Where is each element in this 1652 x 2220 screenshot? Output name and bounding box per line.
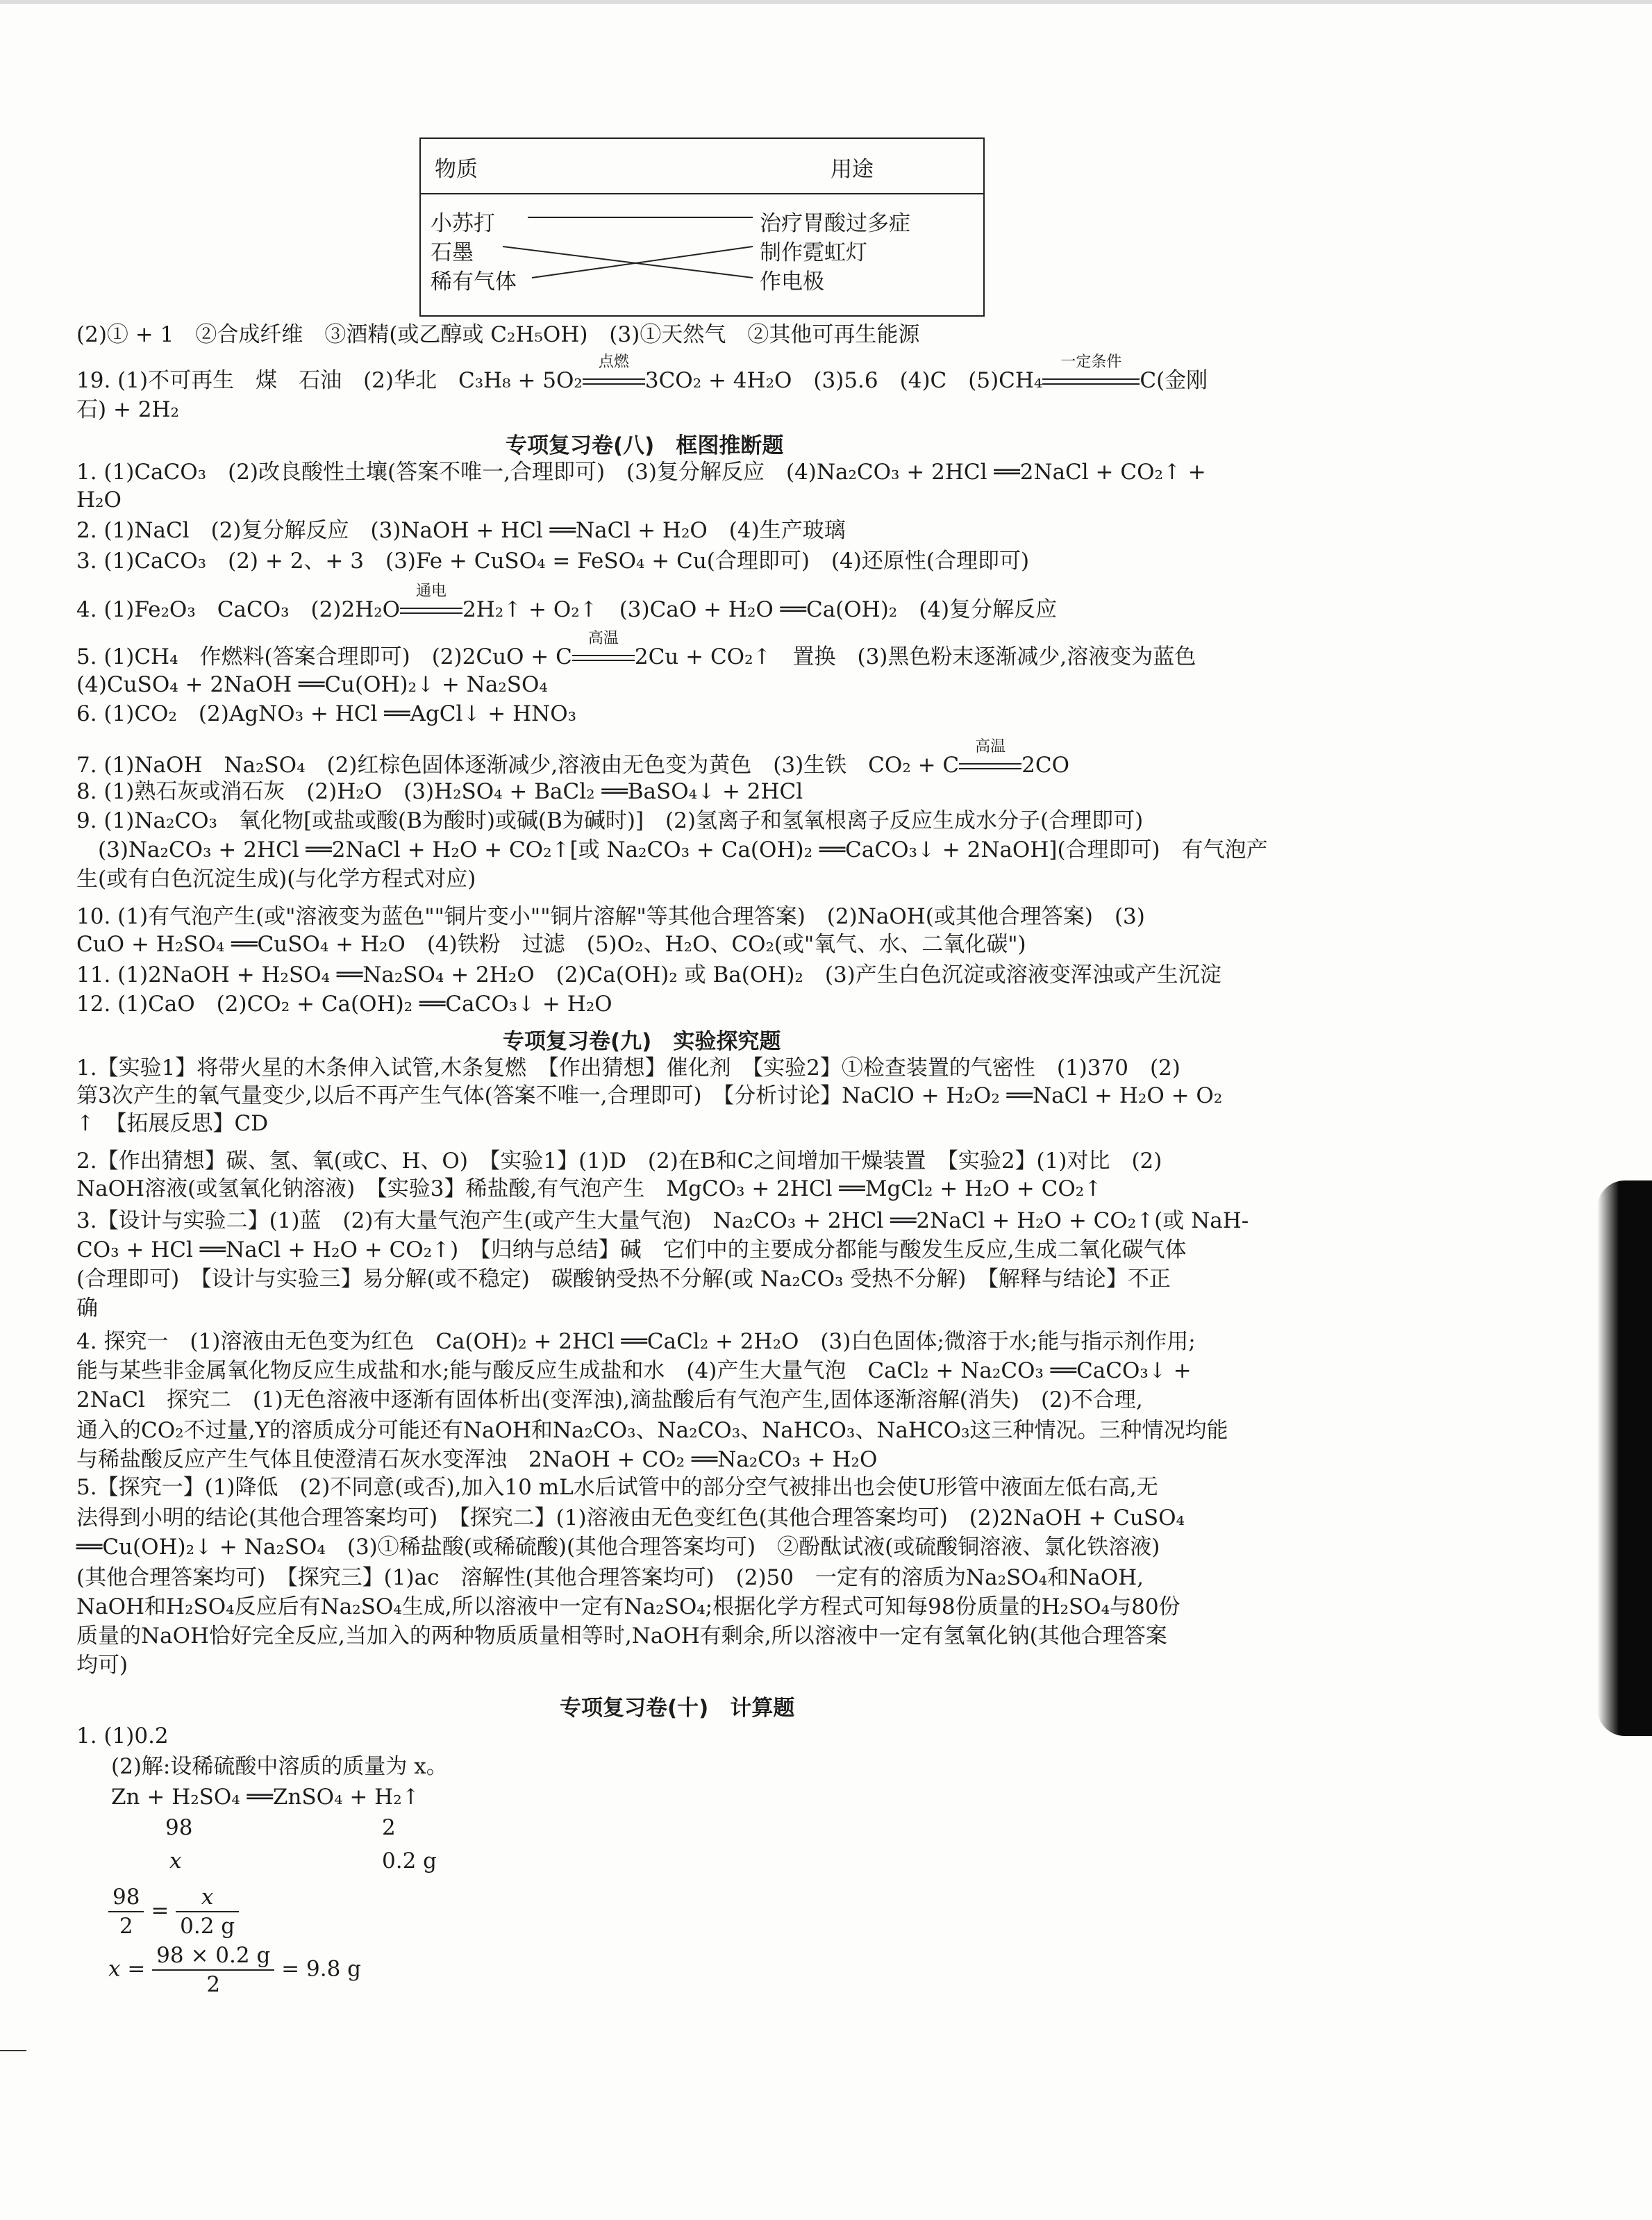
s8-q7-b: 2CO <box>1021 753 1070 778</box>
s9-line: ↑ 【拓展反思】CD <box>76 1111 269 1136</box>
s10-equation: Zn + H₂SO₄ ══ZnSO₄ + H₂↑ <box>111 1785 420 1810</box>
numerator: 98 × 0.2 g <box>152 1942 274 1971</box>
s8-line: CuO + H₂SO₄ ══CuSO₄ + H₂O (4)铁粉 过滤 (5)O₂、H₂O、CO₂(或"氧气、水、二氧化碳") <box>76 932 1026 957</box>
numerator: x <box>176 1883 239 1912</box>
fraction <box>108 1883 144 1940</box>
s10-mass: 2 <box>382 1815 396 1840</box>
right-item: 作电极 <box>760 269 824 294</box>
equals: = <box>151 1898 169 1923</box>
left-item: 稀有气体 <box>431 269 517 294</box>
fraction <box>152 1942 274 1998</box>
s8-q4-b: 2H₂↑ + O₂↑ (3)CaO + H₂O ══Ca(OH)₂ (4)复分解反应 <box>462 597 1058 622</box>
s10-unknown: x <box>169 1848 182 1873</box>
condition-label: 高温 <box>587 630 619 647</box>
s9-line: 确 <box>76 1296 98 1321</box>
s8-line: 9. (1)Na₂CO₃ 氧化物[或盐或酸(B为酸时)或碱(B为碱时)] (2)氢离子和氢氧根离子反应生成水分子(合理即可) <box>76 808 1144 833</box>
s9-line: NaOH溶液(或氢氧化钠溶液) 【实验3】稀盐酸,有气泡产生 MgCO₃ + 2HCl ══MgCl₂ + H₂O + CO₂↑ <box>76 1176 1103 1201</box>
s9-line: 能与某些非金属氧化物反应生成盐和水;能与酸反应生成盐和水 (4)产生大量气泡 CaCl₂ + Na₂CO₃ ══CaCO₃↓ + <box>76 1358 1192 1383</box>
s9-line: 2NaCl 探究二 (1)无色溶液中逐渐有固体析出(变浑浊),滴盐酸后有气泡产生,固体逐渐溶解(消失) (2)不合理, <box>76 1387 1143 1412</box>
s8-line: 6. (1)CO₂ (2)AgNO₃ + HCl ══AgCl↓ + HNO₃ <box>76 701 577 726</box>
s9-line: 5.【探究一】(1)降低 (2)不同意(或否),加入10 mL水后试管中的部分空气被排出也会使U形管中液面左低右高,无 <box>76 1475 1158 1500</box>
s8-q4-a: 4. (1)Fe₂O₃ CaCO₃ (2)2H₂O <box>76 597 401 622</box>
right-item: 制作霓虹灯 <box>760 240 867 265</box>
s10-q1-part1: 1. (1)0.2 <box>76 1724 169 1749</box>
s9-line: 4. 探究一 (1)溶液由无色变为红色 Ca(OH)₂ + 2HCl ══CaCl₂ + 2H₂O (3)白色固体;微溶于水;能与指示剂作用; <box>76 1329 1196 1354</box>
s8-line: 1. (1)CaCO₃ (2)改良酸性土壤(答案不唯一,合理即可) (3)复分解反应 (4)Na₂CO₃ + 2HCl ══2NaCl + CO₂↑ + <box>76 460 1206 485</box>
q19-line2: 石) + 2H₂ <box>76 397 179 422</box>
s8-q5-a: 5. (1)CH₄ 作燃料(答案合理即可) (2)2CuO + C <box>76 644 572 669</box>
x-equals: x = <box>108 1956 146 1982</box>
scan-shadow <box>1597 1180 1652 1736</box>
condition-equals <box>1042 353 1140 394</box>
matching-lines <box>421 139 986 318</box>
denominator: 0.2 g <box>180 1914 235 1939</box>
condition-equals <box>400 583 462 624</box>
s10-solution <box>108 1942 361 1998</box>
s10-mass: 98 <box>165 1815 193 1840</box>
matching-table <box>419 137 985 317</box>
left-item: 石墨 <box>431 240 474 265</box>
condition-equals <box>572 630 635 671</box>
section-title-10: 专项复习卷(十) 计算题 <box>560 1696 795 1721</box>
condition-equals <box>959 738 1021 779</box>
q19-text-a: 19. (1)不可再生 煤 石油 (2)华北 C₃H₈ + 5O₂ <box>76 368 583 393</box>
s8-line: 10. (1)有气泡产生(或"溶液变为蓝色""铜片变小""铜片溶解"等其他合理答案) (2)NaOH(或其他合理答案) (3) <box>76 904 1145 929</box>
s8-line: H₂O <box>76 487 122 512</box>
q19-line1 <box>76 353 1208 394</box>
denominator: 2 <box>206 1972 221 1997</box>
s8-line: 8. (1)熟石灰或消石灰 (2)H₂O (3)H₂SO₄ + BaCl₂ ══BaSO₄↓ + 2HCl <box>76 779 803 804</box>
fraction <box>176 1883 239 1940</box>
header-substance: 物质 <box>435 157 478 182</box>
s8-line: 11. (1)2NaOH + H₂SO₄ ══Na₂SO₄ + 2H₂O (2)Ca(OH)₂ 或 Ba(OH)₂ (3)产生白色沉淀或溶液变浑浊或产生沉淀 <box>76 962 1221 987</box>
s9-line: 第3次产生的氧气量变少,以后不再产生气体(答案不唯一,合理即可) 【分析讨论】NaClO + H₂O₂ ══NaCl + H₂O + O₂ <box>76 1083 1223 1108</box>
s8-q7-a: 7. (1)NaOH Na₂SO₄ (2)红棕色固体逐渐减少,溶液由无色变为黄色 (3)生铁 CO₂ + C <box>76 753 960 778</box>
numerator: 98 <box>108 1883 144 1912</box>
s9-line: 3.【设计与实验二】(1)蓝 (2)有大量气泡产生(或产生大量气泡) Na₂CO₃ + 2HCl ══2NaCl + H₂O + CO₂↑(或 NaH- <box>76 1208 1249 1233</box>
s9-line: NaOH和H₂SO₄反应后有Na₂SO₄生成,所以溶液中一定有Na₂SO₄;根据化学方程式可知每98份质量的H₂SO₄与80份 <box>76 1594 1180 1619</box>
s9-line: 2.【作出猜想】碳、氢、氧(或C、H、O) 【实验1】(1)D (2)在B和C之间增加干燥装置 【实验2】(1)对比 (2) <box>76 1149 1162 1174</box>
section-title-9: 专项复习卷(九) 实验探究题 <box>503 1029 781 1054</box>
s9-line: 法得到小明的结论(其他合理答案均可) 【探究二】(1)溶液由无色变红色(其他合理答案均可) (2)2NaOH + CuSO₄ <box>76 1505 1185 1530</box>
s9-line: CO₃ + HCl ══NaCl + H₂O + CO₂↑) 【归纳与总结】碱 它们中的主要成分都能与酸发生反应,生成二氧化碳气体 <box>76 1237 1187 1262</box>
s8-line: 2. (1)NaCl (2)复分解反应 (3)NaOH + HCl ══NaCl + H₂O (4)生产玻璃 <box>76 518 846 543</box>
s9-line: 与稀盐酸反应产生气体且使澄清石灰水变浑浊 2NaOH + CO₂ ══Na₂CO₃ + H₂O <box>76 1447 878 1472</box>
s9-line: (其他合理答案均可) 【探究三】(1)ac 溶解性(其他合理答案均可) (2)50 一定有的溶质为Na₂SO₄和NaOH, <box>76 1565 1144 1590</box>
s10-given: 0.2 g <box>382 1848 437 1873</box>
s8-line: 生(或有白色沉淀生成)(与化学方程式对应) <box>76 867 476 892</box>
condition-label: 一定条件 <box>1060 353 1122 371</box>
left-item: 小苏打 <box>431 211 495 236</box>
s9-line: 均可) <box>76 1653 128 1678</box>
s9-line: 1.【实验1】将带火星的木条伸入试管,木条复燃 【作出猜想】催化剂 【实验2】①检查装置的气密性 (1)370 (2) <box>76 1055 1180 1080</box>
s8-q7 <box>76 738 1070 779</box>
condition-label: 点燃 <box>598 353 629 371</box>
condition-label: 高温 <box>975 738 1006 756</box>
result: = 9.8 g <box>281 1956 361 1982</box>
s8-line: 3. (1)CaCO₃ (2) + 2、+ 3 (3)Fe + CuSO₄ = FeSO₄ + Cu(合理即可) (4)还原性(合理即可) <box>76 549 1030 574</box>
q18-part2: (2)① + 1 ②合成纤维 ③酒精(或乙醇或 C₂H₅OH) (3)①天然气 ②其他可再生能源 <box>76 322 920 347</box>
s8-q4 <box>76 583 1058 624</box>
condition-label: 通电 <box>416 583 447 600</box>
right-item: 治疗胃酸过多症 <box>760 211 910 236</box>
s9-line: ══Cu(OH)₂↓ + Na₂SO₄ (3)①稀盐酸(或稀硫酸)(其他合理答案均可) ②酚酞试液(或硫酸铜溶液、氯化铁溶液) <box>76 1535 1160 1560</box>
s8-line: 12. (1)CaO (2)CO₂ + Ca(OH)₂ ══CaCO₃↓ + H₂O <box>76 992 612 1017</box>
s8-line: (4)CuSO₄ + 2NaOH ══Cu(OH)₂↓ + Na₂SO₄ <box>76 672 548 697</box>
q19-text-b: 3CO₂ + 4H₂O (3)5.6 (4)C (5)CH₄ <box>644 368 1043 393</box>
s8-q5-b: 2Cu + CO₂↑ 置换 (3)黑色粉末逐渐减少,溶液变为蓝色 <box>634 644 1196 669</box>
header-usage: 用途 <box>831 157 874 182</box>
section-title-8: 专项复习卷(八) 框图推断题 <box>506 433 784 458</box>
s9-line: (合理即可) 【设计与实验三】易分解(或不稳定) 碳酸钠受热不分解(或 Na₂CO₃ 受热不分解) 【解释与结论】不正 <box>76 1267 1171 1292</box>
s10-proportion <box>108 1883 239 1940</box>
denominator: 2 <box>119 1914 133 1939</box>
s10-q1-part2: (2)解:设稀硫酸中溶质的质量为 x。 <box>111 1754 448 1779</box>
s8-line: (3)Na₂CO₃ + 2HCl ══2NaCl + H₂O + CO₂↑[或 Na₂CO₃ + Ca(OH)₂ ══CaCO₃↓ + 2NaOH](合理即可) 有气泡产 <box>76 837 1268 862</box>
edge-mark <box>0 2050 26 2051</box>
s9-line: 通入的CO₂不过量,Y的溶质成分可能还有NaOH和Na₂CO₃、Na₂CO₃、NaHCO₃、NaHCO₃这三种情况。三种情况均能 <box>76 1418 1228 1443</box>
q19-text-c: C(金刚 <box>1140 368 1208 393</box>
scan-top-edge <box>0 0 1652 4</box>
condition-equals <box>583 353 645 394</box>
s8-q5 <box>76 630 1196 671</box>
s9-line: 质量的NaOH恰好完全反应,当加入的两种物质质量相等时,NaOH有剩余,所以溶液中一定有氢氧化钠(其他合理答案 <box>76 1624 1167 1649</box>
